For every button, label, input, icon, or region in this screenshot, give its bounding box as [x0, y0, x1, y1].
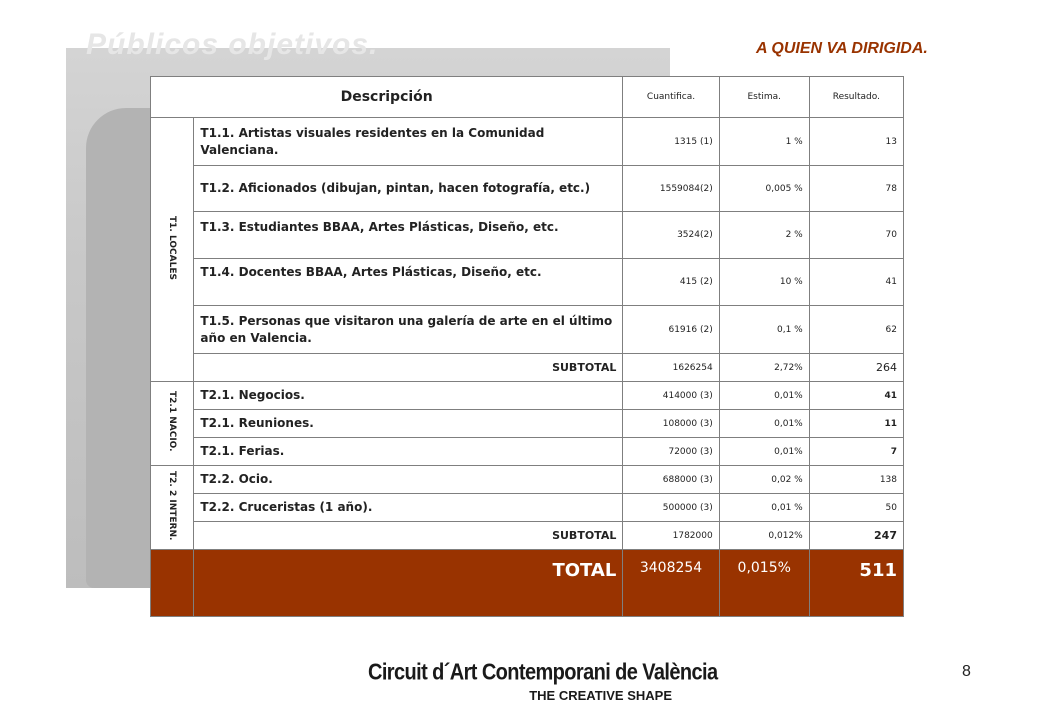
row-estimate: 0,01%: [719, 382, 809, 410]
table-row: [151, 410, 904, 438]
group-label-nacional: T2.1 NACIO.: [151, 382, 194, 466]
row-label: T1.5. Personas que visitaron una galería de arte en el último año en Valencia.: [194, 306, 623, 354]
row-quantify: 688000 (3): [623, 466, 719, 494]
table-header-row: [151, 77, 904, 118]
subtotal-label: SUBTOTAL: [194, 522, 623, 550]
footer-logo: [368, 660, 718, 703]
row-estimate: 0,01 %: [719, 494, 809, 522]
header-estimate: Estima.: [719, 77, 809, 118]
table-row: [151, 306, 904, 354]
row-label: T2.2. Ocio.: [194, 466, 623, 494]
subtotal-quantify: 1626254: [623, 354, 719, 382]
header-description: Descripción: [151, 77, 623, 118]
row-estimate: 1 %: [719, 118, 809, 166]
section-heading: A QUIEN VA DIRIGIDA.: [756, 40, 928, 57]
audience-table: [150, 76, 904, 617]
row-result: 138: [809, 466, 903, 494]
row-estimate: 0,01%: [719, 438, 809, 466]
subtotal-quantify: 1782000: [623, 522, 719, 550]
row-result: 50: [809, 494, 903, 522]
group-label-internacional: T2. 2 INTERN.: [151, 466, 194, 550]
row-quantify: 415 (2): [623, 259, 719, 306]
row-label: T2.1. Negocios.: [194, 382, 623, 410]
total-label: TOTAL: [194, 550, 623, 617]
row-quantify: 61916 (2): [623, 306, 719, 354]
subtotal-result: 247: [809, 522, 903, 550]
table-row: [151, 438, 904, 466]
table-row: [151, 382, 904, 410]
row-label: T1.4. Docentes BBAA, Artes Plásticas, Diseño, etc.: [194, 259, 623, 306]
table-row: [151, 259, 904, 306]
total-quantify: 3408254: [623, 550, 719, 617]
row-label: T1.3. Estudiantes BBAA, Artes Plásticas, Diseño, etc.: [194, 212, 623, 259]
row-estimate: 2 %: [719, 212, 809, 259]
row-label: T1.2. Aficionados (dibujan, pintan, hacen fotografía, etc.): [194, 166, 623, 212]
row-label: T2.1. Reuniones.: [194, 410, 623, 438]
row-quantify: 72000 (3): [623, 438, 719, 466]
row-result: 7: [809, 438, 903, 466]
subtotal-label: SUBTOTAL: [194, 354, 623, 382]
subtotal-estimate: 2,72%: [719, 354, 809, 382]
group-label-locales: T1. LOCALES: [151, 118, 194, 382]
row-result: 41: [809, 259, 903, 306]
row-estimate: 0,1 %: [719, 306, 809, 354]
logo-title: Circuit d´Art Contemporani de València: [368, 660, 718, 686]
row-label: T2.2. Cruceristas (1 año).: [194, 494, 623, 522]
row-estimate: 0,005 %: [719, 166, 809, 212]
header-result: Resultado.: [809, 77, 903, 118]
table-row: [151, 466, 904, 494]
table-row: [151, 212, 904, 259]
table-row: [151, 118, 904, 166]
row-estimate: 0,02 %: [719, 466, 809, 494]
table-row: [151, 166, 904, 212]
row-estimate: 0,01%: [719, 410, 809, 438]
table-row: [151, 494, 904, 522]
row-quantify: 3524(2): [623, 212, 719, 259]
subtotal-estimate: 0,012%: [719, 522, 809, 550]
logo-tagline: THE CREATIVE SHAPE: [529, 688, 672, 703]
subtotal-row: [151, 522, 904, 550]
row-label: T1.1. Artistas visuales residentes en la Comunidad Valenciana.: [194, 118, 623, 166]
row-quantify: 414000 (3): [623, 382, 719, 410]
row-quantify: 1559084(2): [623, 166, 719, 212]
subtotal-row: [151, 354, 904, 382]
row-estimate: 10 %: [719, 259, 809, 306]
total-group-cell: [151, 550, 194, 617]
row-result: 70: [809, 212, 903, 259]
total-row: [151, 550, 904, 617]
background-title: Públicos objetivos.: [86, 28, 379, 61]
row-quantify: 108000 (3): [623, 410, 719, 438]
row-label: T2.1. Ferias.: [194, 438, 623, 466]
subtotal-result: 264: [809, 354, 903, 382]
row-result: 41: [809, 382, 903, 410]
total-estimate: 0,015%: [719, 550, 809, 617]
total-result: 511: [809, 550, 903, 617]
page-number: 8: [962, 663, 971, 680]
row-quantify: 500000 (3): [623, 494, 719, 522]
row-result: 13: [809, 118, 903, 166]
row-result: 11: [809, 410, 903, 438]
row-result: 78: [809, 166, 903, 212]
row-result: 62: [809, 306, 903, 354]
header-quantify: Cuantifica.: [623, 77, 719, 118]
row-quantify: 1315 (1): [623, 118, 719, 166]
